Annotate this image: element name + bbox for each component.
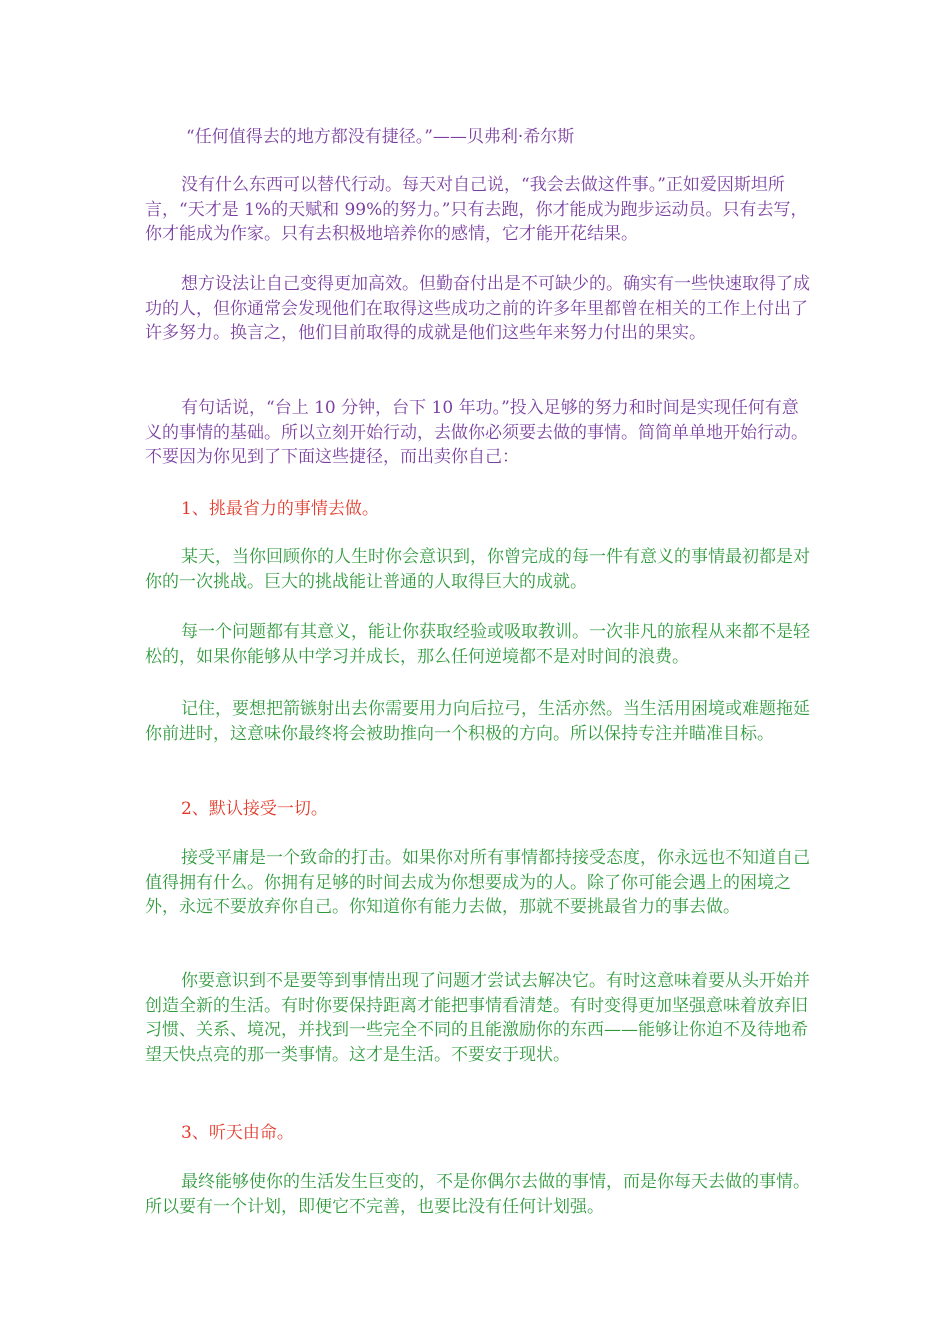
paragraph-1: 没有什么东西可以替代行动。每天对自己说，“我会去做这件事。”正如爱因斯坦所言，“天才是 1%的天赋和 99%的努力。”只有去跑，你才能成为跑步运动员。只有去写，你才能成为作家。只有去积极地培养你的感情，它才能开花结果。 [145,175,808,244]
paragraph-6: 记住，要想把箭镞射出去你需要用力向后拉弓，生活亦然。当生活用困境或难题拖延你前进时，这意味你最终将会被助推向一个积极的方向。所以保持专注并瞄准目标。 [145,699,810,744]
paragraph-5: 每一个问题都有其意义，能让你获取经验或吸取教训。一次非凡的旅程从来都不是轻松的，如果你能够从中学习并成长，那么任何逆境都不是对时间的浪费。 [145,622,810,667]
section-heading-1: 1、挑最省力的事情去做。 [181,499,379,519]
section-heading-2: 2、默认接受一切。 [181,799,328,819]
paragraph-7: 接受平庸是一个致命的打击。如果你对所有事情都持接受态度，你永远也不知道自己值得拥有什么。你拥有足够的时间去成为你想要成为的人。除了你可能会遇上的困境之外，永远不要放弃你自己。你知道你有能力去做，那就不要挑最省力的事去做。 [145,848,810,917]
paragraph-2: 想方设法让自己变得更加高效。但勤奋付出是不可缺少的。确实有一些快速取得了成功的人，但你通常会发现他们在取得这些成功之前的许多年里都曾在相关的工作上付出了许多努力。换言之，他们目前取得的成就是他们这些年来努力付出的果实。 [145,274,810,343]
paragraph-3: 有句话说，“台上 10 分钟，台下 10 年功。”投入足够的努力和时间是实现任何有意义的事情的基础。所以立刻开始行动，去做你必须要去做的事情。简简单单地开始行动。不要因为你见到了下面这些捷径，而出卖你自己： [145,398,808,467]
paragraph-9: 最终能够使你的生活发生巨变的，不是你偶尔去做的事情，而是你每天去做的事情。所以要有一个计划，即便它不完善，也要比没有任何计划强。 [145,1172,810,1217]
epigraph-quote: “任何值得去的地方都没有捷径。”——贝弗利·希尔斯 [186,127,575,147]
paragraph-8: 你要意识到不是要等到事情出现了问题才尝试去解决它。有时这意味着要从头开始并创造全新的生活。有时你要保持距离才能把事情看清楚。有时变得更加坚强意味着放弃旧习惯、关系、境况，并找到一些完全不同的且能激励你的东西——能够让你迫不及待地希望天快点亮的那一类事情。这才是生活。不要安于现状。 [145,971,810,1065]
section-heading-3: 3、听天由命。 [181,1123,294,1143]
paragraph-4: 某天，当你回顾你的人生时你会意识到，你曾完成的每一件有意义的事情最初都是对你的一次挑战。巨大的挑战能让普通的人取得巨大的成就。 [145,547,810,592]
